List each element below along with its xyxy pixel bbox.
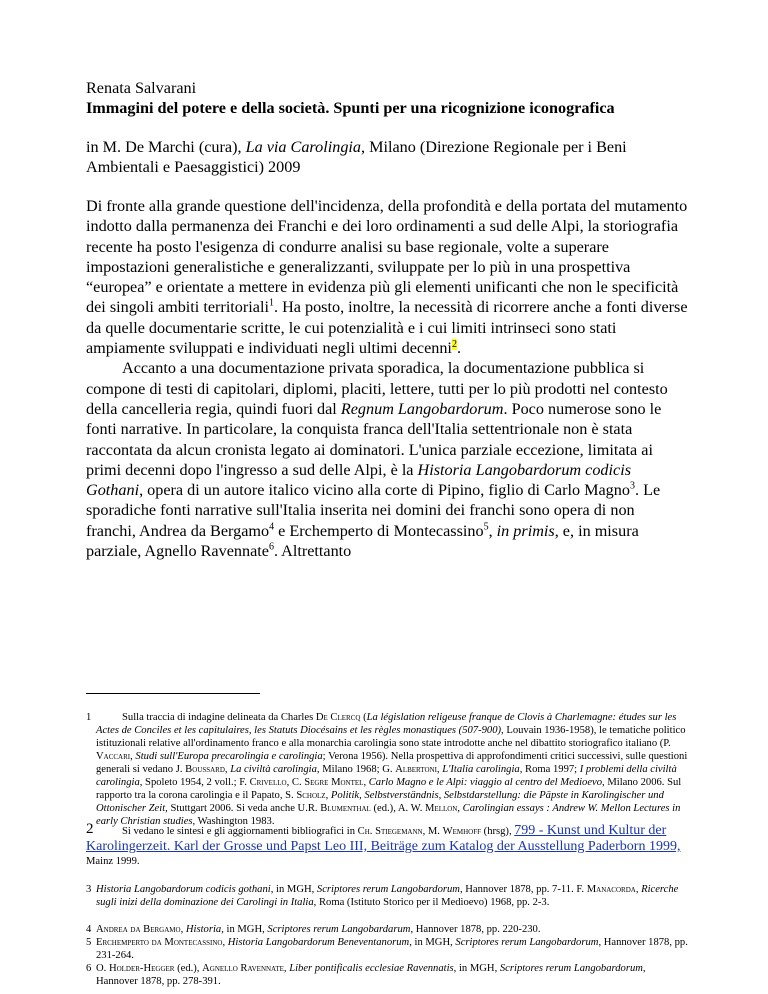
source-citation xyxy=(86,137,688,177)
footnote-text: Si vedano le sintesi e gli aggiornamenti bibliografici in Ch. Stiegemann, M. Wemhoff (hrsg), 799 - Kunst und Kultur der Karolingerzeit. Karl der Grosse und Papst Leo III, Beiträge zum Katalog der Ausstellung Paderborn 1999, Mainz 1999. xyxy=(86,823,681,867)
footnote-ref-6[interactable]: 6 xyxy=(268,541,274,553)
footnote-text: Andrea da Bergamo, Historia, in MGH, Scriptores rerum Langobardarum, Hannover 1878, pp. 220-230. xyxy=(96,924,541,935)
footnote-3 xyxy=(86,883,688,909)
body-text xyxy=(86,196,688,561)
source-prefix: in M. De Marchi (cura), xyxy=(86,138,246,156)
italic-term: Historia Langobardorum codicis Gothani xyxy=(86,460,631,500)
footnote-ref-5[interactable]: 5 xyxy=(483,521,489,533)
footnote-number: 1 xyxy=(86,712,92,723)
footnote-text: Historia Langobardorum codicis gothani, in MGH, Scriptores rerum Langobardorum, Hannover 1878, pp. 7-11. F. Manacorda, Ricerche sugli inizi della dominazione dei Carolingi in Italia, Roma (Istituto Storico per il Medioevo) 1968, pp. 2-3. xyxy=(96,884,679,908)
footnote-ref-1[interactable]: 1 xyxy=(268,298,274,310)
text-run: . Le sporadiche fonti narrative sull'Italia inserita nei domini dei franchi sono opera di non franchi, Andrea da Bergamo xyxy=(86,481,661,540)
text-run: , opera di un autore italico vicino alla corte di Pipino, figlio di Carlo Magno xyxy=(139,481,630,500)
italic-term: Regnum Langobardorum xyxy=(340,399,504,418)
footnote-ref-4[interactable]: 4 xyxy=(269,521,275,533)
footnote-5 xyxy=(86,936,688,962)
text-run: . Ha posto, inoltre, la necessità di ricorrere anche a fonti diverse da quelle documentarie scritte, le cui potenzialità e i cui limiti intrinseci sono stati ampiamente sviluppati e individuati negli ultimi decenni xyxy=(86,298,688,358)
text-run: . xyxy=(456,339,461,358)
footnote-2 xyxy=(86,823,688,868)
footnote-ref-2[interactable]: 2 xyxy=(451,338,457,350)
paragraph-2 xyxy=(86,358,688,561)
footnote-separator xyxy=(86,693,260,694)
catalog-link[interactable]: 799 - Kunst und Kultur der Karolingerzeit. Karl der Grosse und Papst Leo III, Beiträge zum Katalog der Ausstellung Paderborn 1999, xyxy=(86,823,681,854)
text-run: . Poco numerose sono le fonti narrative. In particolare, la conquista franca dell'Italia settentrionale non è stata raccontata da alcun cronista legato ai dominatori. L'unica parziale eccezione, limitata ai primi decenni dopo l'ingresso a sud delle Alpi, è la xyxy=(86,399,662,479)
footnote-text: Sulla traccia di indagine delineata da Charles De Clercq (La législation religeuse franque de Clovis à Charlemagne: études sur les Actes de Conciles et les capitulaires, les Statuts Diocésains et les règles monastiques (507-900), Louvain 1936-1958), le tematiche politico istituzionali relative all'ordinamento franco e alla monarchia carolingia sono state introdotte anche nel dibattito storiografico italiano (P. Vaccari, Studi sull'Europa precarolingia e carolingia; Verona 1956). Nella prospettiva di approfondimenti critici successivi, sulle questioni generali si vedano J. Boussard, La civiltà carolingia, Milano 1968; G. Albertoni, L'Italia carolingia, Roma 1997; I problemi della civiltà carolingia, Spoleto 1954, 2 voll.; F. Crivello, C. Segre Montel, Carlo Magno e le Alpi: viaggio al centro del Medioevo, Milano 2006. Sul rapporto tra la corona carolingia e il Papato, S. Scholz, Politik, Selbstverständnis, Selbstdarstellung: die Päpste in Karolingischer und Ottonischer Zeit, Stuttgart 2006. Si veda anche U.R. Blumenthal (ed.), A. W. Mellon, Carolingian essays : Andrew W. Mellon Lectures in early Christian studies, Washington 1983. xyxy=(96,712,688,827)
footnote-1 xyxy=(86,711,688,828)
italic-term: in primis xyxy=(496,521,555,540)
text-run: Di fronte alla grande questione dell'incidenza, della profondità e della portata del mutamento indotto dalla permanenza dei Franchi e dei loro ordinamenti a sud delle Alpi, la storiografia recente ha posto l'esigenza di condurre analisi su base regionale, volte a superare impostazioni generalistiche e generalizzanti, sviluppate per lo più in una prospettiva “europea” e orientate a mettere in evidenza più gli elementi unificanti che non le specificità dei singoli ambiti territoriali xyxy=(86,197,688,317)
source-book: La via Carolingia xyxy=(245,138,362,156)
footnote-number: 3 xyxy=(86,884,92,895)
author-name: Renata Salvarani xyxy=(86,79,197,97)
footnote-number: 4 xyxy=(86,924,92,935)
footnote-4 xyxy=(86,923,688,936)
footnote-6 xyxy=(86,962,688,988)
footnote-text: O. Holder-Hegger (ed.), Agnello Ravennate, Liber pontificalis ecclesiae Ravennatis, in MGH, Scriptores rerum Langobardorum, Hannover 1878, pp. 278-391. xyxy=(96,963,646,987)
text-run: , xyxy=(488,521,497,540)
footnote-number: 2 xyxy=(86,821,94,837)
footnote-number: 5 xyxy=(86,937,92,948)
text-run: e Erchemperto di Montecassino xyxy=(274,521,484,540)
paper-title: Immagini del potere e della società. Spunti per una ricognizione iconografica xyxy=(86,99,615,117)
paragraph-1 xyxy=(86,196,688,358)
footnote-text: Erchemperto da Montecassino, Historia Langobardorum Beneventanorum, in MGH, Scriptores rerum Langobardorum, Hannover 1878, pp. 231-264. xyxy=(96,937,688,961)
text-run: . Altrettanto xyxy=(273,542,352,561)
footnote-ref-3[interactable]: 3 xyxy=(629,480,635,492)
text-run: , e, in misura parziale, Agnello Ravennate xyxy=(86,521,639,561)
footnote-number: 6 xyxy=(86,963,92,974)
text-run: Accanto a una documentazione privata sporadica, la documentazione pubblica si compone di testi di capitolari, diplomi, placiti, lettere, tutti per lo più prodotti nel contesto della cancelleria regia, quindi fuori dal xyxy=(86,359,668,418)
document-page xyxy=(86,78,688,561)
source-suffix: , Milano (Direzione Regionale per i Beni Ambientali e Paesaggistici) 2009 xyxy=(86,138,627,176)
